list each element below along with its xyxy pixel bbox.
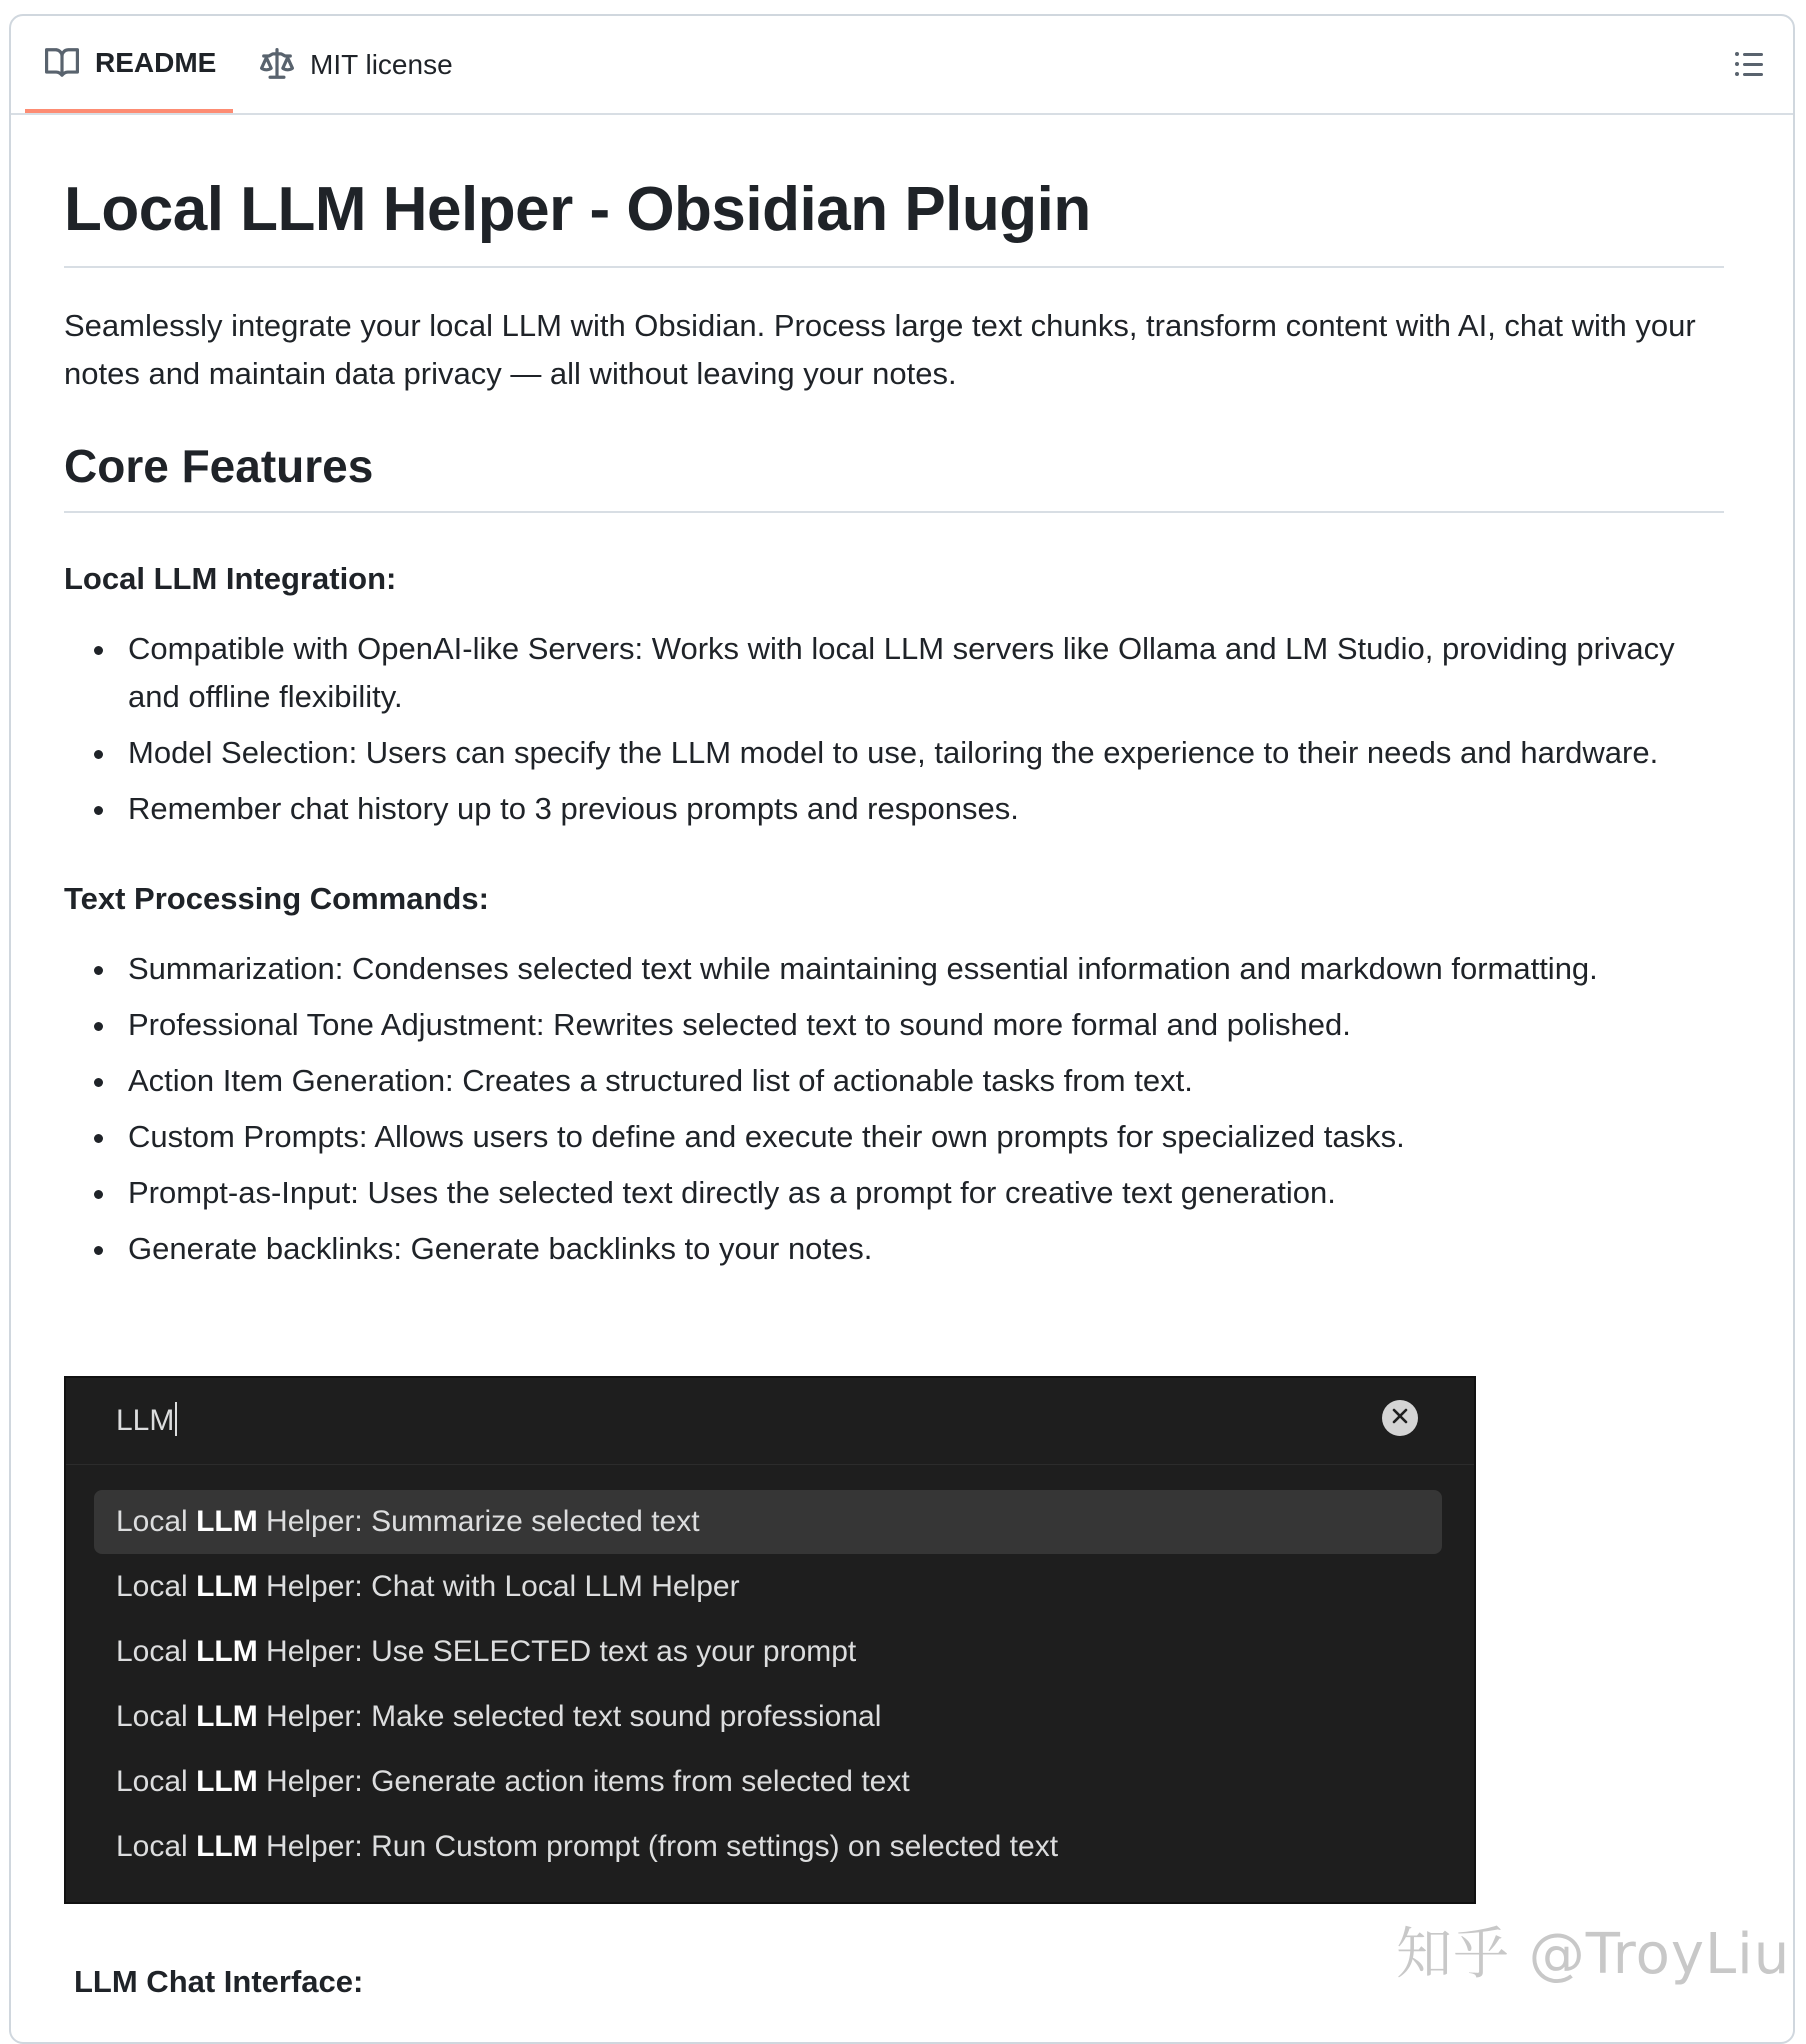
list-item: Summarization: Condenses selected text while maintaining essential information and markdown formatting. (128, 945, 1724, 993)
command-label: Helper: Summarize selected text (266, 1505, 700, 1538)
command-palette-screenshot (64, 1376, 1476, 1904)
list-item: Custom Prompts: Allows users to define and execute their own prompts for specialized tasks. (128, 1113, 1724, 1161)
watermark: 知乎 @TroyLiu (1396, 1922, 1791, 1987)
list-item: Compatible with OpenAI-like Servers: Works with local LLM servers like Ollama and LM Studio, providing privacy and offline flexibility. (128, 625, 1724, 721)
book-icon (45, 46, 79, 80)
list-item: Generate backlinks: Generate backlinks to your notes. (128, 1225, 1724, 1273)
command-search-input[interactable] (116, 1402, 177, 1438)
command-prefix: Local (116, 1570, 188, 1603)
command-item-use-selected-as-prompt[interactable] (94, 1620, 1442, 1684)
section-title: Local LLM Integration: (64, 560, 397, 596)
command-item-make-professional[interactable] (94, 1685, 1442, 1749)
command-label: Helper: Use SELECTED text as your prompt (266, 1635, 857, 1668)
match-highlight: LLM (196, 1505, 258, 1538)
intro-paragraph: Seamlessly integrate your local LLM with Obsidian. Process large text chunks, transform content with AI, chat with your notes and maintain data privacy — all without leaving your notes. (64, 308, 1696, 392)
section-text-processing-commands (64, 879, 1724, 1273)
match-highlight: LLM (196, 1570, 258, 1603)
page-title: Local LLM Helper - Obsidian Plugin (64, 97, 1724, 268)
feature-list (64, 625, 1724, 833)
command-suggestion-list (94, 1490, 1442, 1880)
command-item-summarize[interactable] (94, 1490, 1442, 1554)
command-label: Helper: Generate action items from selected text (266, 1765, 910, 1798)
command-prefix: Local (116, 1830, 188, 1863)
command-item-action-items[interactable] (94, 1750, 1442, 1814)
list-item: Professional Tone Adjustment: Rewrites selected text to sound more formal and polished. (128, 1001, 1724, 1049)
list-item: Remember chat history up to 3 previous prompts and responses. (128, 785, 1724, 833)
search-query: LLM (116, 1404, 175, 1437)
list-item: Action Item Generation: Creates a structured list of actionable tasks from text. (128, 1057, 1724, 1105)
list-item: Prompt-as-Input: Uses the selected text directly as a prompt for creative text generation. (128, 1169, 1724, 1217)
feature-list (64, 945, 1724, 1273)
tab-readme-label: README (95, 46, 217, 78)
section-title-chat-interface: LLM Chat Interface: (74, 1964, 364, 1999)
section-local-llm-integration (64, 559, 1724, 833)
table-of-contents-button[interactable] (1727, 44, 1771, 88)
command-item-custom-prompt[interactable] (94, 1815, 1442, 1879)
match-highlight: LLM (196, 1830, 258, 1863)
match-highlight: LLM (196, 1635, 258, 1668)
clear-search-button[interactable] (1382, 1400, 1418, 1436)
list-icon (1733, 48, 1765, 85)
text-caret (175, 1402, 177, 1436)
command-item-chat[interactable] (94, 1555, 1442, 1619)
tab-mit-license-label: MIT license (310, 48, 453, 80)
command-prefix: Local (116, 1765, 188, 1798)
close-circle-icon (1391, 1407, 1409, 1430)
match-highlight: LLM (196, 1765, 258, 1798)
command-search-bar (66, 1378, 1474, 1465)
list-item: Model Selection: Users can specify the LLM model to use, tailoring the experience to their needs and hardware. (128, 729, 1724, 777)
command-label: Helper: Chat with Local LLM Helper (266, 1570, 740, 1603)
scale-icon (260, 48, 294, 82)
command-prefix: Local (116, 1635, 188, 1668)
readme-content (64, 97, 1724, 1281)
match-highlight: LLM (196, 1700, 258, 1733)
command-label: Helper: Make selected text sound professional (266, 1700, 882, 1733)
core-features-heading: Core Features (64, 440, 1724, 513)
section-title: Text Processing Commands: (64, 880, 489, 916)
command-label: Helper: Run Custom prompt (from settings) on selected text (266, 1830, 1059, 1863)
command-prefix: Local (116, 1505, 188, 1538)
command-prefix: Local (116, 1700, 188, 1733)
